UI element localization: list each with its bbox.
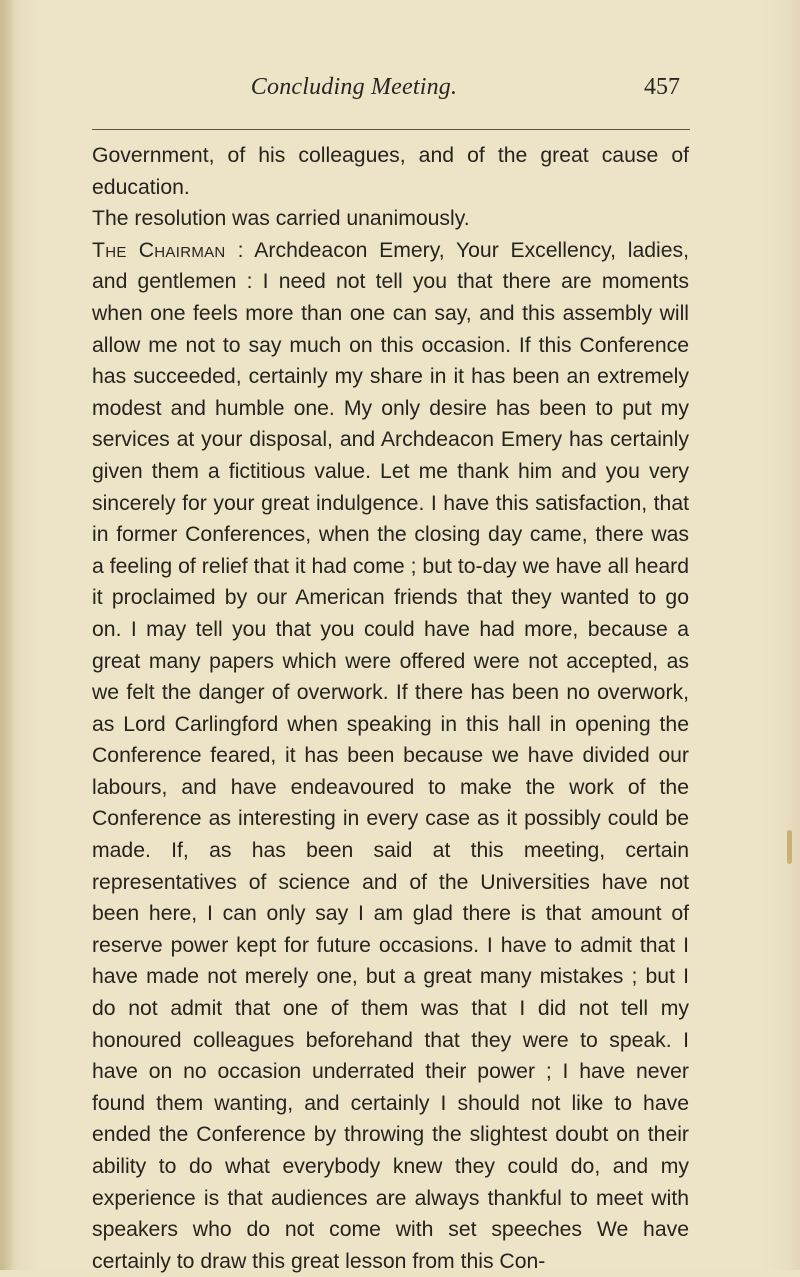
paragraph-1: Government, of his colleagues, and of the great cause of education. bbox=[92, 144, 689, 199]
paragraph-3 bbox=[92, 235, 689, 1277]
gutter-shadow bbox=[0, 0, 14, 1270]
body-text bbox=[92, 140, 689, 1277]
paragraph-2: The resolution was carried unanimously. bbox=[92, 207, 470, 231]
header-rule bbox=[92, 129, 690, 130]
paragraph-3-text: Archdeacon Emery, Your Excellency, ladies, and gentlemen : I need not tell you that there are moments when one feels more than one can say, and this assembly will allow me not to say much on this occasion. If this Conference has succeeded, certainly my share in it has been an extremely modest and humble one. My only desire has been to put my services at your disposal, and Archdeacon Emery has certainly given them a fictitious value. Let me thank him and you very sincerely for your great indulgence. I have this satisfaction, that in former Conferences, when the closing day came, there was a feeling of relief that it had come ; but to-day we have all heard it proclaimed by our American friends that they wanted to go on. I may tell you that you could have had more, because a great many papers which were offered were not accepted, as we felt the danger of overwork. If there has been no overwork, as Lord Carlingford when speaking in this hall in opening the Conference feared, it has been because we have divided our labours, and have endeavoured to make the work of the Conference as interesting in every case as it possibly could be made. If, as has been said at this meeting, certain representatives of science and of the Universities have not been here, I can only say I am glad there is that amount of reserve power kept for future occasions. I have to admit that I have made not merely one, but a great many mistakes ; but I do not admit that one of them was that I did not tell my honoured colleagues beforehand that they were to speak. I have on no occasion underrated their power ; I have never found them wanting, and certainly I should not like to have ended the Conference by throwing the slightest doubt on their ability to do what everybody knew they could do, and my experience is that audiences are always thankful to meet with speakers who do not come with set speeches We have certainly to draw this great lesson from this Con- bbox=[92, 238, 689, 1273]
speaker-label: The Chairman : bbox=[92, 238, 244, 262]
page-mark bbox=[787, 830, 792, 864]
page-number: 457 bbox=[644, 74, 680, 100]
page-header bbox=[92, 70, 686, 110]
running-head: Concluding Meeting. bbox=[250, 74, 458, 100]
